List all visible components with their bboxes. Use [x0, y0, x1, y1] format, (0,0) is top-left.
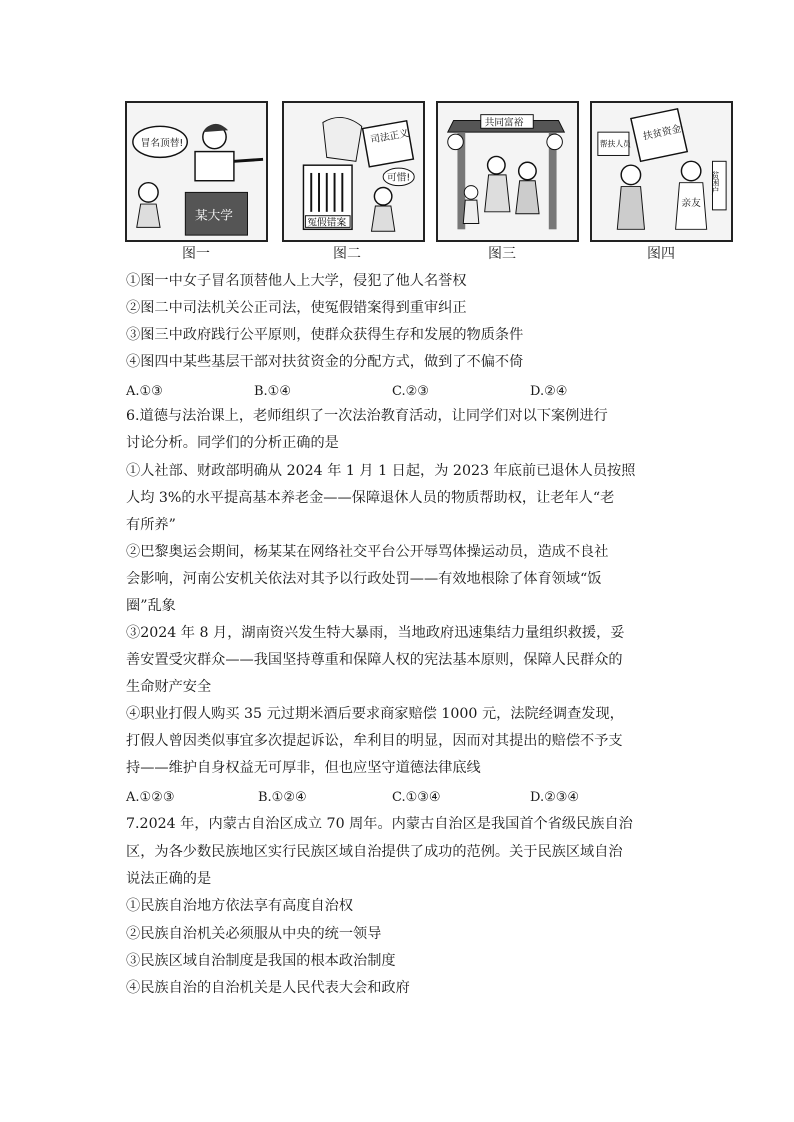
cartoon-panel-2	[282, 101, 425, 242]
q6-item-2-line-2: 会影响，河南公安机关依法对其予以行政处罚——有效地根除了体育领域“饭	[126, 571, 602, 587]
q7-stem-line-3: 说法正确的是	[126, 871, 212, 887]
q7-statement-2: ②民族自治机关必须服从中央的统一领导	[126, 926, 382, 942]
q7-stem-line-2: 区，为各少数民族地区实行民族区域自治提供了成功的范例。关于民族区域自治	[126, 844, 623, 860]
panel1-bubble-text: 冒名顶替!	[140, 137, 184, 149]
q5-statement-1: ①图一中女子冒名顶替他人上大学，侵犯了他人名誉权	[126, 273, 467, 289]
q6-item-1-line-2: 人均 3%的水平提高基本养老金——保障退休人员的物质帮助权，让老年人“老	[126, 490, 615, 506]
q6-stem-line-2: 讨论分析。同学们的分析正确的是	[126, 435, 339, 451]
q6-option-d: D.②③④	[530, 790, 580, 805]
q5-option-a: A.①③	[126, 384, 163, 399]
panel4-vest-text: 亲友	[681, 197, 701, 209]
panel4-board-text: 贫困户	[710, 171, 720, 195]
caption-figure-2: 图二	[333, 246, 361, 262]
q6-item-2-line-3: 圈”乱象	[126, 598, 176, 614]
q6-item-3-line-1: ③2024 年 8 月，湖南资兴发生特大暴雨，当地政府迅速集结力量组织救援，妥	[126, 625, 625, 641]
q6-item-2-line-1: ②巴黎奥运会期间，杨某某在网络社交平台公开辱骂体操运动员，造成不良社	[126, 544, 609, 560]
q6-item-3-line-3: 生命财产安全	[126, 679, 212, 695]
q6-stem-line-1: 6.道德与法治课上，老师组织了一次法治教育活动，让同学们对以下案例进行	[126, 408, 608, 424]
caption-figure-4: 图四	[647, 246, 675, 262]
q6-item-3-line-2: 善安置受灾群众——我国坚持尊重和保障人权的宪法基本原则，保障人民群众的	[126, 652, 623, 668]
q5-option-c: C.②③	[392, 384, 429, 399]
q6-option-c: C.①③④	[392, 790, 441, 805]
q5-statement-2: ②图二中司法机关公正司法，使冤假错案得到重审纠正	[126, 300, 467, 316]
panel2-speech-text: 可惜!	[387, 172, 411, 184]
cartoon-panel-3	[436, 101, 579, 242]
q5-statement-3: ③图三中政府践行公平原则，使群众获得生存和发展的物质条件	[126, 327, 524, 343]
q7-statement-1: ①民族自治地方依法享有高度自治权	[126, 898, 354, 914]
q5-option-b: B.①④	[254, 384, 291, 399]
panel1-book-text: 某大学	[195, 207, 233, 223]
q6-option-b: B.①②④	[258, 790, 307, 805]
q6-item-4-line-3: 持——维护自身权益无可厚非，但也应坚守道德法律底线	[126, 760, 481, 776]
cartoon-panel-1	[125, 101, 268, 242]
q7-statement-4: ④民族自治的自治机关是人民代表大会和政府	[126, 980, 410, 996]
panel3-sign-text: 共同富裕	[484, 117, 524, 129]
q6-option-a: A.①②③	[126, 790, 175, 805]
q7-stem-line-1: 7.2024 年，内蒙古自治区成立 70 周年。内蒙古自治区是我国首个省级民族自治	[126, 816, 633, 832]
cartoon-panel-4	[590, 101, 733, 242]
q6-item-1-line-1: ①人社部、财政部明确从 2024 年 1 月 1 日起，为 2023 年底前已退休人员按照	[126, 463, 636, 479]
q6-item-4-line-1: ④职业打假人购买 35 元过期米酒后要求商家赔偿 1000 元，法院经调查发现，	[126, 706, 624, 722]
q7-statement-3: ③民族区域自治制度是我国的根本政治制度	[126, 953, 396, 969]
q6-item-4-line-2: 打假人曾因类似事宜多次提起诉讼，牟利目的明显，因而对其提出的赔偿不予支	[126, 733, 623, 749]
panel4-sack-text: 扶贫资金	[642, 123, 683, 143]
panel2-banner-text: 司法正义	[369, 128, 410, 146]
q6-item-1-line-3: 有所养”	[126, 517, 176, 533]
q5-statement-4: ④图四中某些基层干部对扶贫资金的分配方式，做到了不偏不倚	[126, 354, 524, 370]
q5-option-d: D.②④	[530, 384, 568, 399]
caption-figure-1: 图一	[182, 246, 210, 262]
panel4-side-text: 帮扶人员	[599, 139, 631, 149]
caption-figure-3: 图三	[488, 246, 516, 262]
panel2-file-text: 冤假错案	[307, 217, 347, 229]
